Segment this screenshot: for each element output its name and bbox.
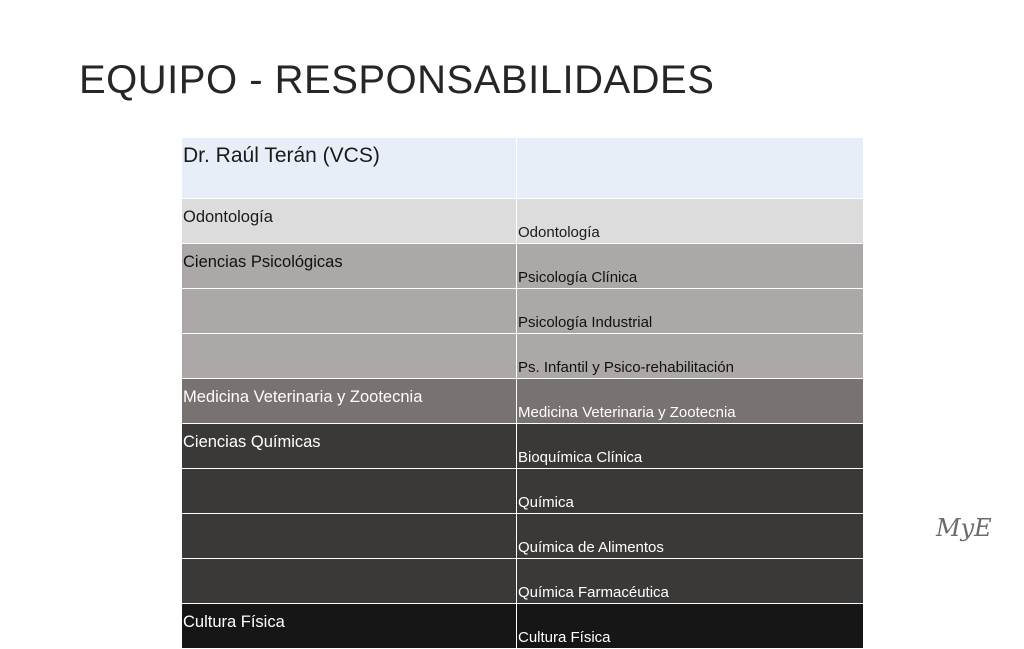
table-row — [182, 379, 864, 424]
table-cell-program: Psicología Clínica — [517, 244, 864, 289]
responsibilities-table — [181, 137, 864, 649]
table-cell-program: Medicina Veterinaria y Zootecnia — [517, 379, 864, 424]
table-body — [182, 138, 864, 649]
table-cell-program: Bioquímica Clínica — [517, 424, 864, 469]
table-cell-faculty — [182, 559, 517, 604]
table-cell-faculty — [182, 514, 517, 559]
table-row — [182, 244, 864, 289]
table-cell-program: Ps. Infantil y Psico-rehabilitación — [517, 334, 864, 379]
table-row — [182, 604, 864, 649]
table-cell-faculty — [182, 469, 517, 514]
table-cell-faculty: Ciencias Psicológicas — [182, 244, 517, 289]
table-row — [182, 514, 864, 559]
table-cell-faculty: Medicina Veterinaria y Zootecnia — [182, 379, 517, 424]
signature-logo: MyE — [936, 514, 992, 542]
slide-title: EQUIPO - RESPONSABILIDADES — [79, 58, 715, 102]
table-cell-faculty: Ciencias Químicas — [182, 424, 517, 469]
table-cell-faculty — [182, 334, 517, 379]
table-cell-program: Química de Alimentos — [517, 514, 864, 559]
table-cell-program: Cultura Física — [517, 604, 864, 649]
table-row — [182, 289, 864, 334]
table-cell-faculty: Cultura Física — [182, 604, 517, 649]
table-row — [182, 469, 864, 514]
table-row — [182, 199, 864, 244]
table-row — [182, 424, 864, 469]
table-cell-program: Psicología Industrial — [517, 289, 864, 334]
table-cell-program: Química Farmacéutica — [517, 559, 864, 604]
table-cell-faculty — [182, 289, 517, 334]
table-cell-program: Química — [517, 469, 864, 514]
table-cell-faculty: Odontología — [182, 199, 517, 244]
table-row — [182, 559, 864, 604]
table-row — [182, 334, 864, 379]
table-row — [182, 138, 864, 199]
table-cell-faculty: Dr. Raúl Terán (VCS) — [182, 138, 517, 199]
table-cell-program: Odontología — [517, 199, 864, 244]
table-cell-program — [517, 138, 864, 199]
